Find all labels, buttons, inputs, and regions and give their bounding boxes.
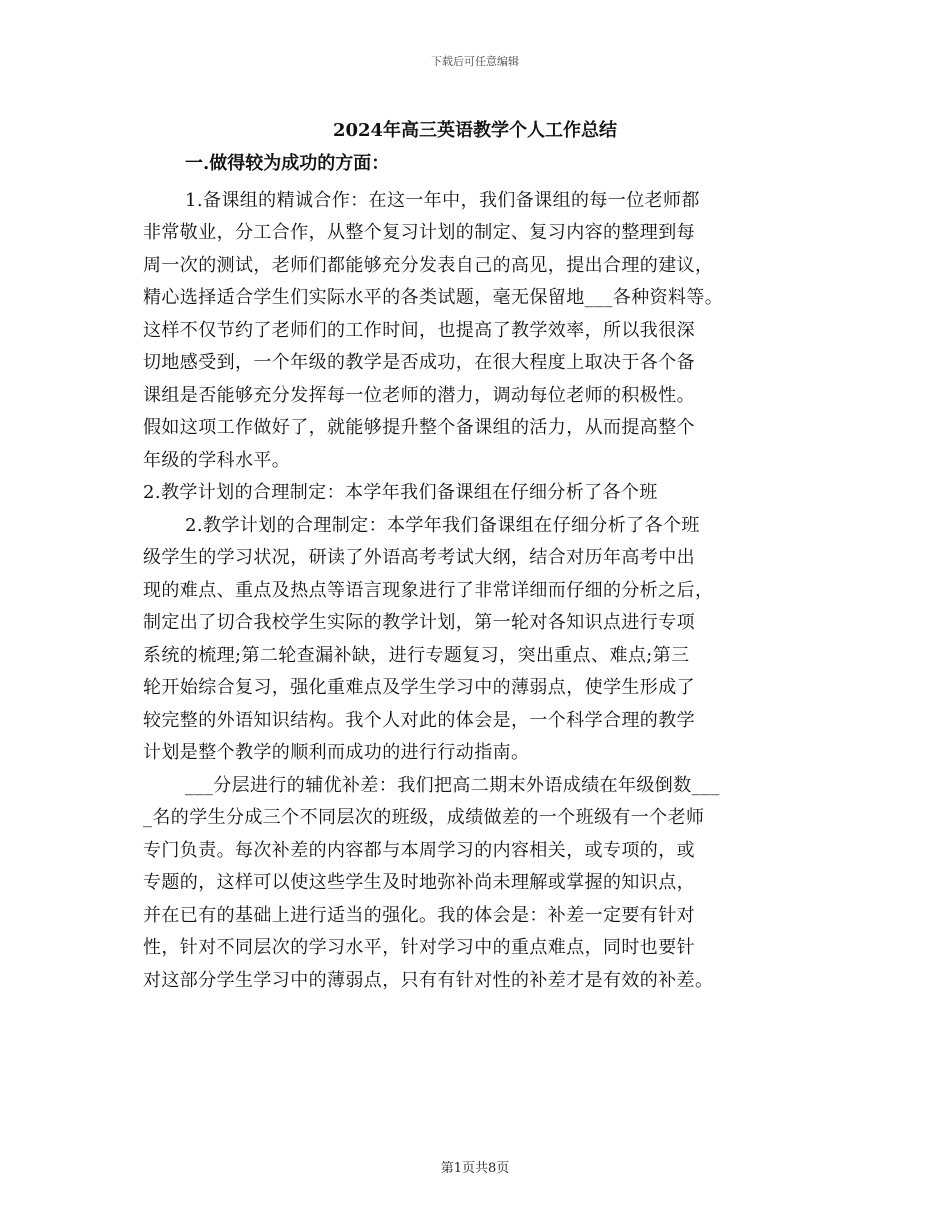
body-line: 周一次的测试，老师们都能够充分发表自己的高见，提出合理的建议， [143,255,714,276]
body-line: 专门负责。每次补差的内容都与本周学习的内容相关，或专项的，或 [143,840,695,861]
body-line: 非常敬业，分工合作，从整个复习计划的制定、复习内容的整理到每 [143,222,695,243]
body-line: ___分层进行的辅优补差：我们把高二期末外语成绩在年级倒数___ [185,775,720,796]
page-header-note: 下载后可任意编辑 [431,55,519,68]
body-line: 2.教学计划的合理制定：本学年我们备课组在仔细分析了各个班 [185,515,700,536]
body-line: 级学生的学习状况，研读了外语高考考试大纲，结合对历年高考中出 [143,547,695,568]
body-line: 并在已有的基础上进行适当的强化。我的体会是：补差一定要有针对 [143,905,695,926]
body-line: 制定出了切合我校学生实际的教学计划，第一轮对各知识点进行专项 [143,612,695,633]
body-line: 这样不仅节约了老师们的工作时间，也提高了教学效率，所以我很深 [143,320,695,341]
section-heading: 一.做得较为成功的方面： [185,153,390,174]
body-line: 1.备课组的精诚合作：在这一年中，我们备课组的每一位老师都 [185,190,700,211]
body-line: 假如这项工作做好了，就能够提升整个备课组的活力，从而提高整个 [143,417,695,438]
page-footer-page-info: 第1页共8页 [440,1161,510,1176]
document-title: 2024年高三英语教学个人工作总结 [332,120,618,141]
body-line: 性，针对不同层次的学习水平，针对学习中的重点难点，同时也要针 [143,937,695,958]
body-line: 现的难点、重点及热点等语言现象进行了非常详细而仔细的分析之后， [143,580,714,601]
body-line: 切地感受到，一个年级的教学是否成功，在很大程度上取决于各个备 [143,352,695,373]
body-line: 精心选择适合学生们实际水平的各类试题，毫无保留地___各种资料等。 [143,287,724,308]
body-line: 专题的，这样可以使这些学生及时地弥补尚未理解或掌握的知识点， [143,872,695,893]
body-line: 系统的梳理;第二轮查漏补缺，进行专题复习，突出重点、难点;第三 [143,645,690,666]
body-line: 对这部分学生学习中的薄弱点，只有有针对性的补差才是有效的补差。 [143,970,714,991]
body-line: 课组是否能够充分发挥每一位老师的潜力，调动每位老师的积极性。 [143,385,695,406]
body-line: 较完整的外语知识结构。我个人对此的体会是，一个科学合理的教学 [143,710,695,731]
body-line: 2.教学计划的合理制定：本学年我们备课组在仔细分析了各个班 [143,482,658,503]
body-line: 年级的学科水平。 [143,450,291,471]
body-line: _名的学生分成三个不同层次的班级，成绩做差的一个班级有一个老师 [143,807,705,828]
body-line: 轮开始综合复习，强化重难点及学生学习中的薄弱点，使学生形成了 [143,677,695,698]
body-line: 计划是整个教学的顺利而成功的进行行动指南。 [143,742,530,763]
